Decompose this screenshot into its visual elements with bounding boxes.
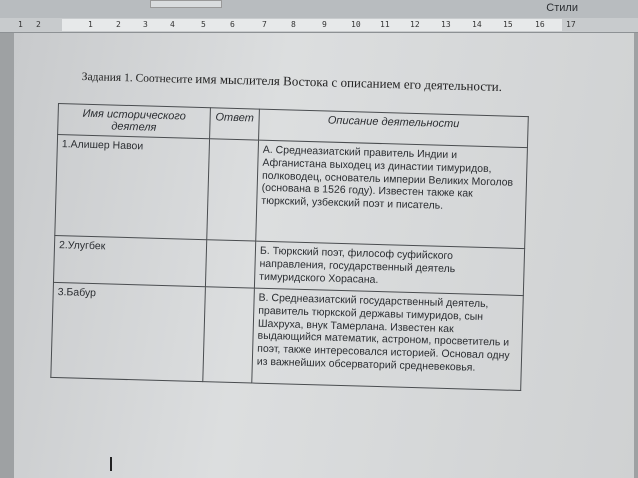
table-row <box>55 135 528 249</box>
cell-description[interactable]: А. Среднеазиатский правитель Индии и Афганистана выходец из династии тимуридов, полководец, основатель империи Великих Моголов (основана в 1526 году). Известен также как тюркский, узбекский поэт и писатель. <box>256 140 528 248</box>
ruler-tick: 14 <box>472 20 482 29</box>
cell-answer[interactable] <box>205 240 255 288</box>
header-answer: Ответ <box>210 108 260 140</box>
ruler-tick: 13 <box>441 20 451 29</box>
ruler-tick: 11 <box>380 20 390 29</box>
ruler-tick: 12 <box>410 20 420 29</box>
ribbon-tab[interactable] <box>150 0 222 8</box>
task-heading-prefix: Задания 1. Соотнесите <box>81 70 193 86</box>
ruler-tick: 2 <box>36 20 41 29</box>
ruler-tick: 1 <box>88 20 93 29</box>
cell-description[interactable]: В. Среднеазиатский государственный деятель, правитель тюркской державы тимуридов, сын Шахруха, внук Тамерлана. Известен как выдающийся математик, астроном, просветитель и поэт, также интересовался историей. Основал одну из важнейших обсерваторий средневековья. <box>252 288 524 390</box>
cell-name[interactable]: 1.Алишер Навои <box>55 135 210 240</box>
table-row <box>51 282 523 390</box>
styles-group-label[interactable]: Стили <box>546 2 578 14</box>
ruler-tick: 4 <box>170 20 175 29</box>
header-description: Описание деятельности <box>259 109 529 147</box>
cell-name[interactable]: 3.Бабур <box>51 282 206 381</box>
cell-answer[interactable] <box>207 139 259 241</box>
ruler-tick: 17 <box>566 20 576 29</box>
ruler-tick: 2 <box>116 20 121 29</box>
ruler-tick: 6 <box>230 20 235 29</box>
cell-description[interactable]: Б. Тюркский поэт, философ суфийского направления, государственный деятель тимуридского Хорасана. <box>254 241 524 295</box>
text-cursor <box>110 457 112 471</box>
cell-answer[interactable] <box>203 287 255 383</box>
ruler-tick: 15 <box>503 20 513 29</box>
ruler-text-area <box>62 19 562 31</box>
header-name: Имя исторического деятеля <box>58 104 211 139</box>
ruler-tick: 3 <box>143 20 148 29</box>
ruler-tick: 1 <box>18 20 23 29</box>
ruler-tick: 5 <box>201 20 206 29</box>
ruler-tick: 8 <box>291 20 296 29</box>
matching-table <box>50 103 528 391</box>
ribbon <box>0 0 638 19</box>
task-heading-main: имя мыслителя Востока с описанием его деятельности. <box>195 70 503 94</box>
ruler-tick: 16 <box>535 20 545 29</box>
ruler-tick: 7 <box>262 20 267 29</box>
horizontal-ruler[interactable] <box>0 18 638 33</box>
cell-name[interactable]: 2.Улугбек <box>53 235 206 286</box>
ruler-tick: 9 <box>322 20 327 29</box>
ruler-tick: 10 <box>351 20 361 29</box>
